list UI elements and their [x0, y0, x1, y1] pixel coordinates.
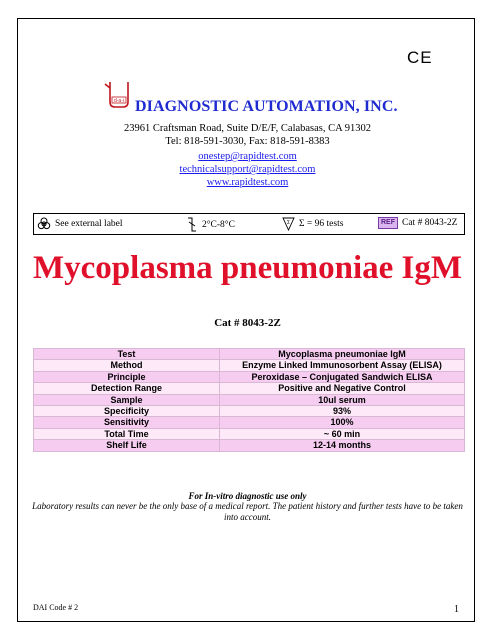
spec-key-cell: Sample	[34, 394, 220, 405]
spec-key-cell: Detection Range	[34, 383, 220, 394]
temperature-group	[186, 217, 235, 232]
page-number: 1	[454, 604, 459, 615]
ivd-notice: For In-vitro diagnostic use only	[188, 491, 307, 501]
see-label-group	[37, 217, 123, 231]
spec-value-cell: ~ 60 min	[220, 428, 465, 439]
spec-value-cell: Mycoplasma pneumoniae IgM	[220, 349, 465, 360]
sigma-triangle-icon	[282, 217, 295, 231]
spec-key-cell: Shelf Life	[34, 440, 220, 451]
disclaimer-text: Laboratory results can never be the only base of a medical report. The patient history and further tests have to be taken into account.	[32, 501, 463, 522]
company-name: DIAGNOSTIC AUTOMATION, INC.	[135, 98, 398, 115]
see-external-label-text: See external label	[55, 219, 123, 229]
phone-fax: Tel: 818-591-3030, Fax: 818-591-8383	[165, 136, 330, 147]
table-row	[34, 383, 465, 394]
specifications-table	[33, 348, 465, 452]
biohazard-icon	[37, 217, 51, 231]
spec-value-cell: 12-14 months	[220, 440, 465, 451]
spec-value-cell: Enzyme Linked Immunosorbent Assay (ELISA)	[220, 360, 465, 371]
spec-key-cell: Test	[34, 349, 220, 360]
dai-code: DAI Code # 2	[33, 603, 79, 612]
symbol-bar	[33, 213, 465, 235]
email-onestep-link[interactable]: onestep@rapidtest.com	[198, 151, 297, 162]
spec-key-cell: Total Time	[34, 428, 220, 439]
spec-key-cell: Sensitivity	[34, 417, 220, 428]
ce-mark: CE	[407, 48, 433, 67]
spec-value-cell: Positive and Negative Control	[220, 383, 465, 394]
spec-key-cell: Specificity	[34, 406, 220, 417]
tests-group	[282, 217, 343, 231]
table-row	[34, 417, 465, 428]
table-row	[34, 360, 465, 371]
spec-value-cell: 93%	[220, 406, 465, 417]
catalog-number-text: Cat # 8043-2Z	[402, 218, 458, 228]
spec-value-cell: 100%	[220, 417, 465, 428]
product-title: Mycoplasma pneumoniae IgM	[33, 250, 462, 286]
temperature-text: 2°C-8°C	[202, 219, 235, 230]
table-row	[34, 406, 465, 417]
svg-text:Σ: Σ	[286, 220, 291, 226]
website-link[interactable]: www.rapidtest.com	[206, 177, 289, 188]
table-row	[34, 394, 465, 405]
email-techsupport-link[interactable]: technicalsupport@rapidtest.com	[179, 164, 316, 175]
company-logo-icon	[101, 80, 133, 110]
table-row	[34, 371, 465, 382]
table-row	[34, 428, 465, 439]
spec-key-cell: Principle	[34, 371, 220, 382]
table-row	[34, 349, 465, 360]
spec-value-cell: 10ul serum	[220, 394, 465, 405]
table-row	[34, 440, 465, 451]
ref-group	[378, 217, 457, 229]
address: 23961 Craftsman Road, Suite D/E/F, Calabasas, CA 91302	[123, 123, 372, 134]
catalog-heading: Cat # 8043-2Z	[214, 317, 281, 329]
svg-text:d·a·i: d·a·i	[113, 98, 125, 104]
temperature-limit-icon	[186, 217, 198, 232]
spec-value-cell: Peroxidase – Conjugated Sandwich ELISA	[220, 371, 465, 382]
tests-count-text: Σ = 96 tests	[299, 219, 344, 229]
ref-icon: REF	[378, 217, 398, 229]
spec-key-cell: Method	[34, 360, 220, 371]
